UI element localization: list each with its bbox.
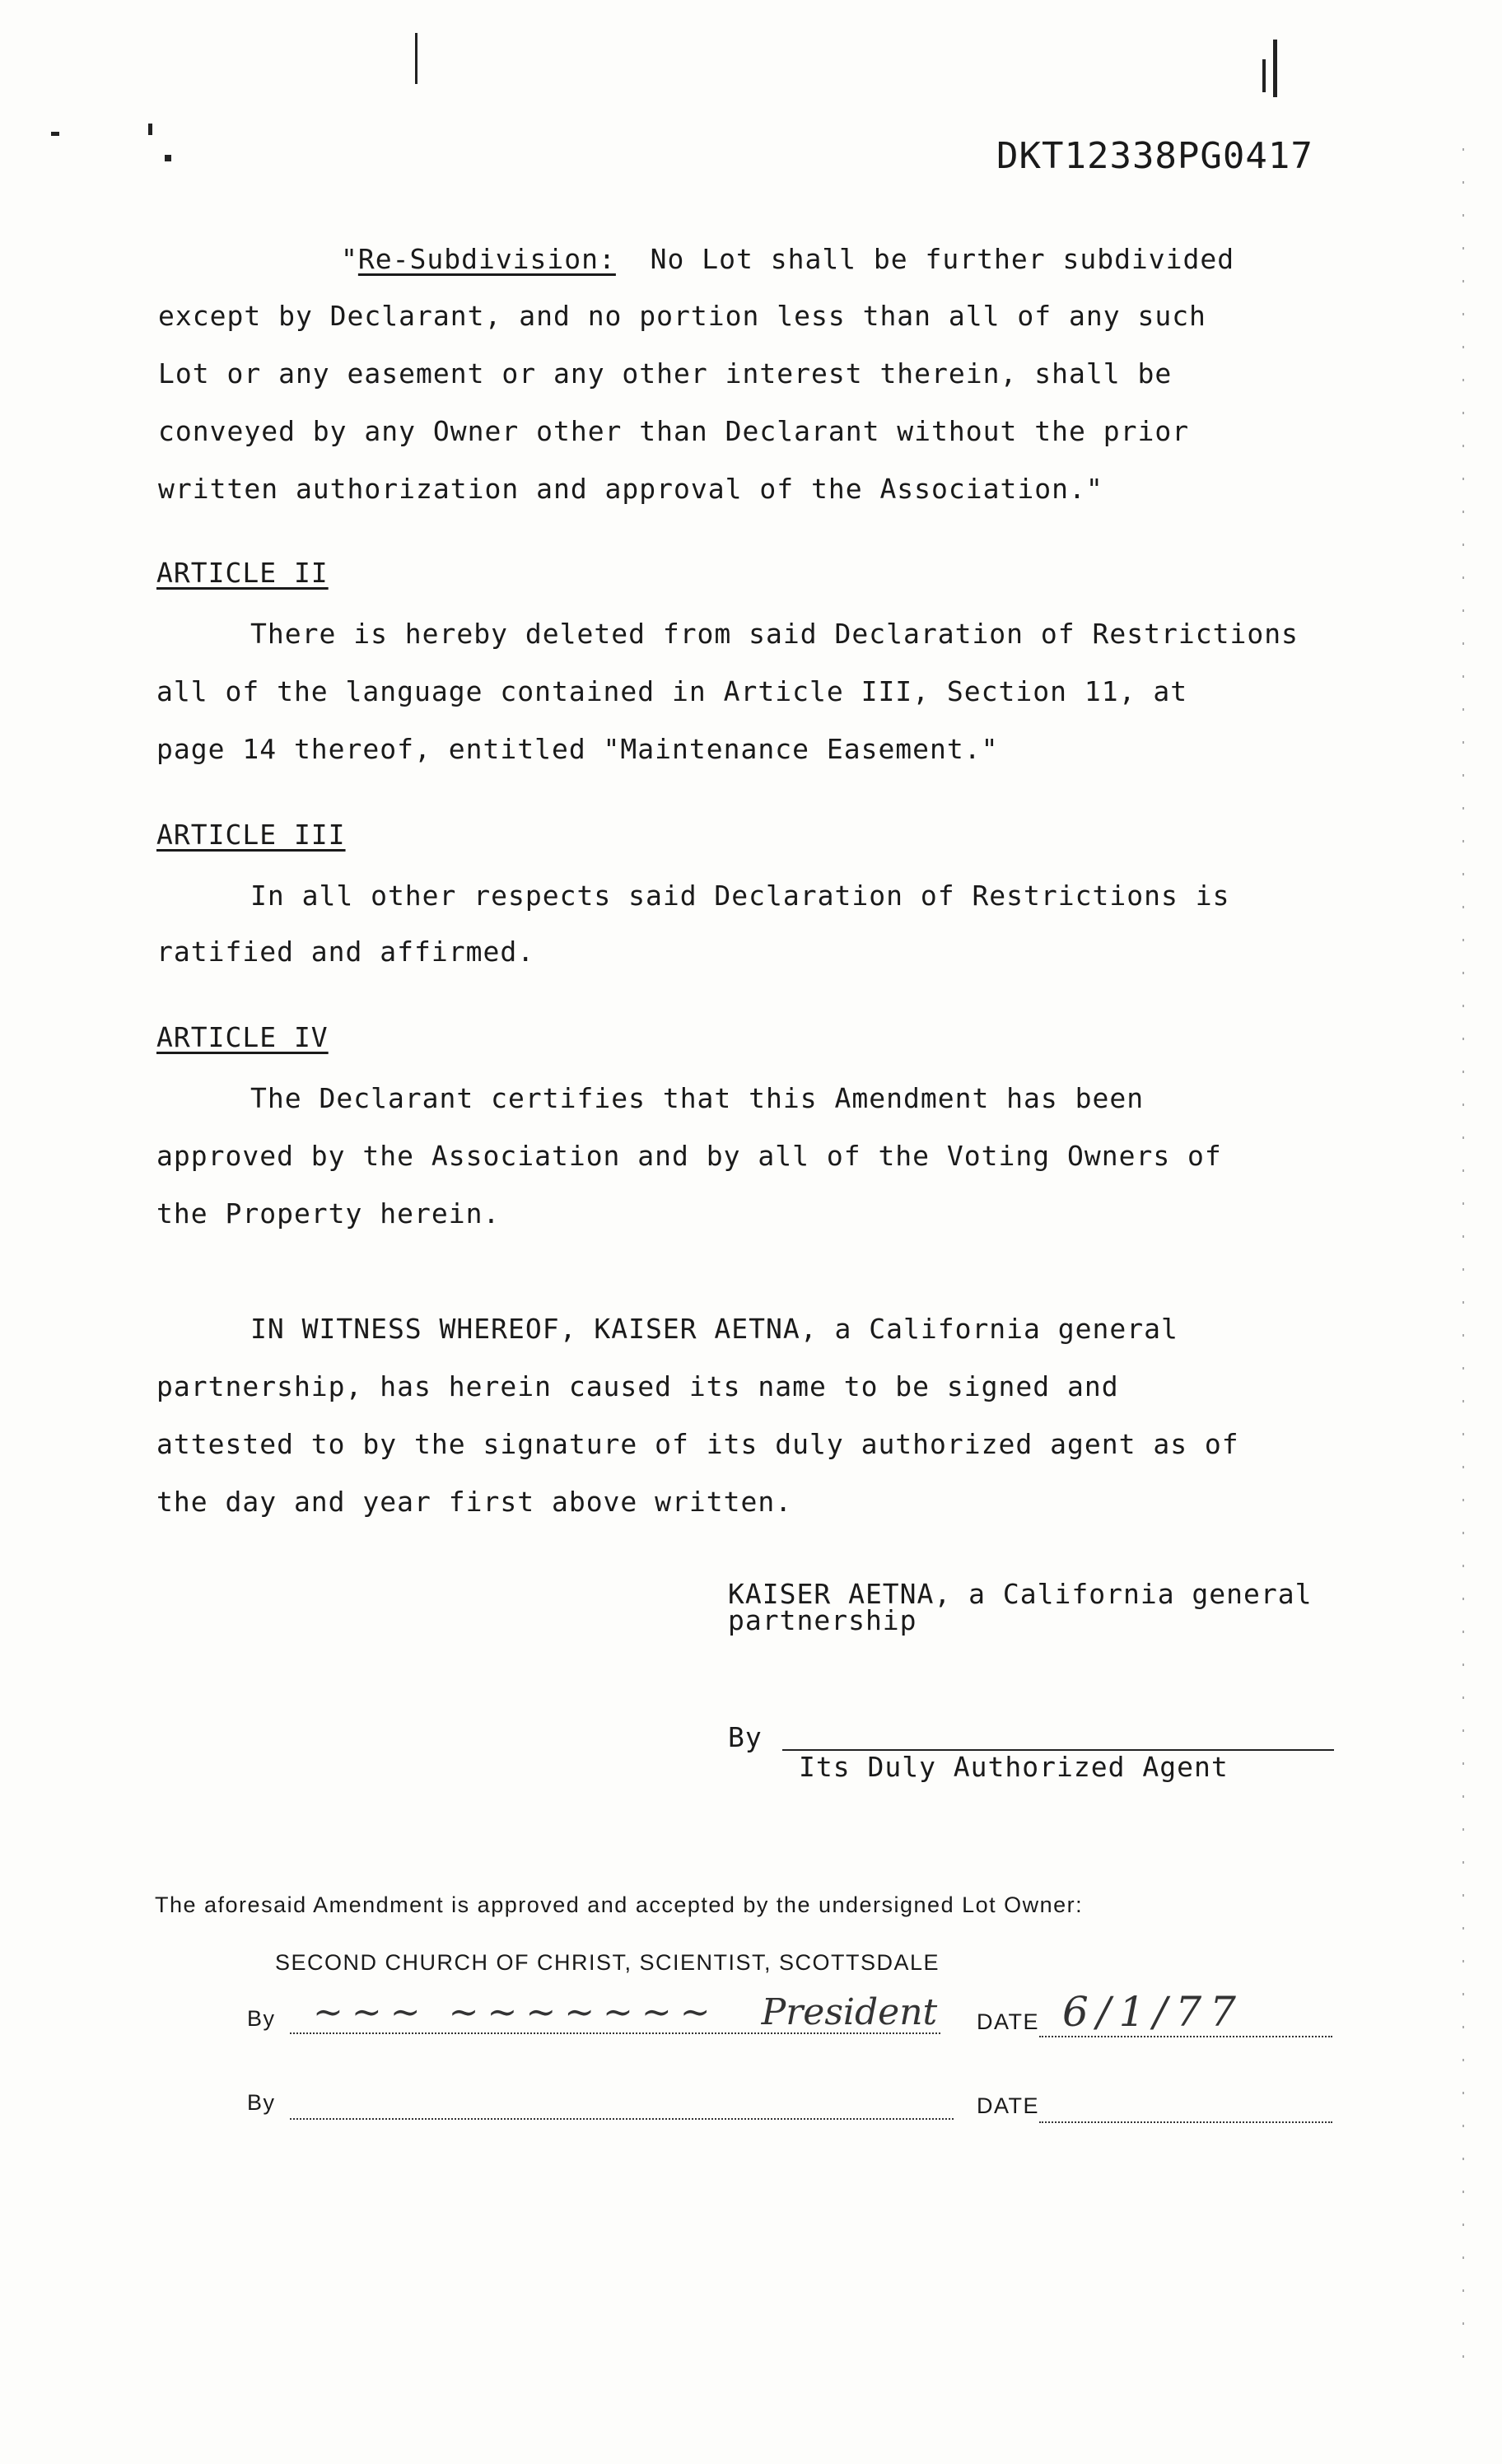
article-2-heading: ARTICLE II (156, 557, 329, 589)
scan-mark-top (415, 33, 417, 84)
signature-title: President (761, 1991, 938, 2033)
witness-line-3: attested to by the signature of its duly authorized agent as of (156, 1428, 1239, 1460)
article-3-line-1: In all other respects said Declaration of Restrictions is (250, 880, 1230, 912)
scan-specks-left (51, 132, 59, 136)
article-2-line-1: There is hereby deleted from said Declaration of Restrictions (250, 618, 1299, 650)
resubdivision-line-5: written authorization and approval of the Association." (158, 473, 1103, 505)
document-number: DKT12338PG0417 (996, 135, 1313, 177)
witness-line-2: partnership, has herein caused its name to be signed and (156, 1370, 1119, 1402)
scan-mark-top-right-1 (1262, 59, 1266, 92)
scan-specks-left-2 (148, 124, 152, 135)
owner-by-label-1: By (247, 2006, 276, 2031)
owner-name: SECOND CHURCH OF CHRIST, SCIENTIST, SCOTTSDALE (275, 1950, 940, 1975)
signature-by-label: By (728, 1721, 763, 1753)
signatory-party-line-2: partnership (728, 1604, 917, 1636)
resubdivision-heading: Re-Subdivision: (357, 243, 616, 275)
article-3-heading: ARTICLE III (156, 819, 346, 851)
resubdivision-line-3: Lot or any easement or any other interest therein, shall be (158, 357, 1173, 390)
date-line-2 (1039, 2121, 1332, 2123)
signature-scribble: ~~~ ~~~~~~~ (313, 1991, 719, 2033)
article-2-line-2: all of the language contained in Article III, Section 11, at (156, 675, 1188, 707)
date-value: 6/1/77 (1062, 1988, 1244, 2036)
article-2-line-3: page 14 thereof, entitled "Maintenance Easement." (156, 733, 999, 765)
quote-mark: " (341, 243, 358, 275)
article-4-heading: ARTICLE IV (156, 1021, 329, 1053)
scan-specks-left-3 (165, 155, 171, 161)
resubdivision-line-2: except by Declarant, and no portion less than all of any such (158, 300, 1206, 332)
article-4-line-2: approved by the Association and by all of the Voting Owners of (156, 1140, 1222, 1172)
article-4-line-3: the Property herein. (156, 1197, 501, 1230)
edge-specks (1462, 148, 1464, 2372)
date-line-1 (1039, 2036, 1332, 2037)
owner-by-label-2: By (247, 2090, 276, 2115)
agent-label: Its Duly Authorized Agent (799, 1751, 1229, 1783)
date-label-2: DATE (977, 2093, 1040, 2118)
witness-line-4: the day and year first above written. (156, 1486, 793, 1518)
owner-signature-line-2 (290, 2118, 954, 2120)
owner-signature (313, 1991, 937, 2033)
approval-statement: The aforesaid Amendment is approved and accepted by the undersigned Lot Owner: (155, 1892, 1084, 1917)
article-3-line-2: ratified and affirmed. (156, 936, 535, 968)
resubdivision-line-1: No Lot shall be further subdivided (650, 243, 1235, 275)
article-4-line-1: The Declarant certifies that this Amendment has been (250, 1082, 1145, 1114)
signatory-party-line-1: KAISER AETNA, a California general (728, 1578, 1313, 1610)
witness-line-1: IN WITNESS WHEREOF, KAISER AETNA, a California general (250, 1313, 1178, 1345)
date-label-1: DATE (977, 2009, 1040, 2034)
scan-mark-top-right-2 (1273, 40, 1277, 97)
resubdivision-first-line (341, 243, 1234, 275)
resubdivision-line-4: conveyed by any Owner other than Declarant without the prior (158, 415, 1190, 447)
